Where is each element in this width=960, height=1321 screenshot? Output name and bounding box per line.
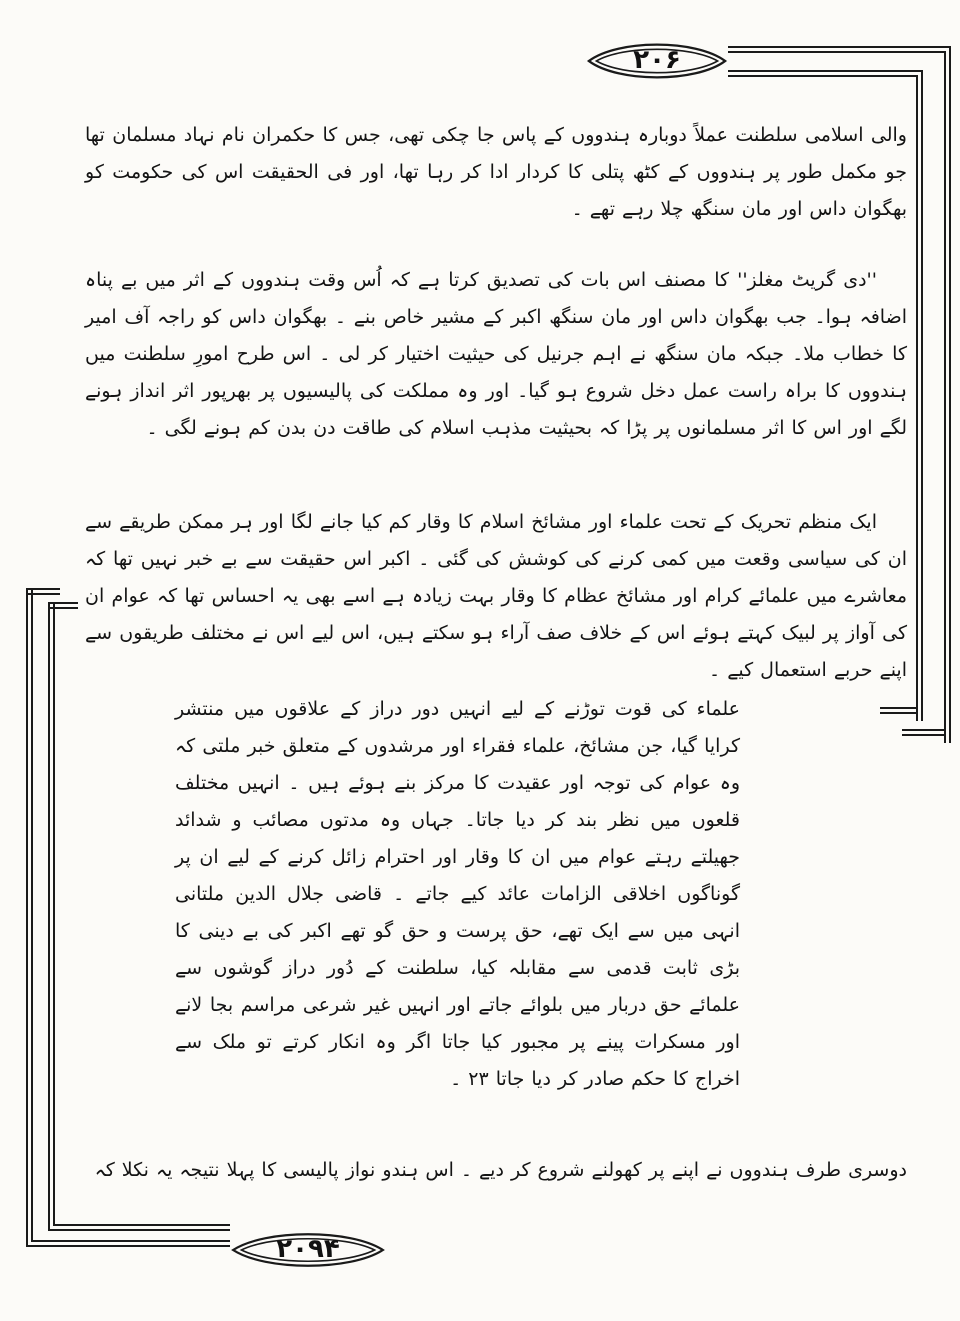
border-tick-right-inner <box>880 707 916 714</box>
body-paragraph-2: ''دی گریٹ مغلز'' کا مصنف اس بات کی تصدیق کرتا ہے کہ اُس وقت ہندووں کے اثر میں بے پناہ اضافہ ہوا۔ جب بھگوان داس اور مان سنگھ اکبر کے مشیر خاص بنے ۔ بھگوان داس کو راجہ آف امیر کا خطاب ملا۔ جبکہ مان سنگھ نے اہم جرنیل کی حیثیت اختیار کر لی ۔ اس طرح امورِ سلطنت میں ہندووں کا براہ راست عمل دخل شروع ہو گیا۔ اور وہ مملکت کی پالیسیوں پر بھرپور اثر انداز ہونے لگے اور اس کا اثر مسلمانوں پر پڑا کہ بحیثیت مذہب اسلام کی طاقت دن بدن کم ہونے لگی ۔ <box>85 269 907 439</box>
page-number-bottom: ۲۰۹۴ <box>276 1234 340 1264</box>
border-tick-left-inner <box>48 602 78 609</box>
border-tick-right-outer <box>902 729 944 736</box>
body-paragraph-5: دوسری طرف ہندووں نے اپنے پر کھولنے شروع کر دیے ۔ اس ہندو نواز پالیسی کا پہلا نتیجہ یہ نکلا کہ <box>94 1159 907 1181</box>
body-paragraph-1: والی اسلامی سلطنت عملاً دوبارہ ہندووں کے پاس جا چکی تھی، جس کا حکمران نام نہاد مسلمان تھا جو مکمل طور پر ہندووں کے کٹھ پتلی کا کردار ادا کر رہا تھا، اور فی الحقیقت اس کی حکومت کو بھگوان داس اور مان سنگھ چلا رہے تھے ۔ <box>85 124 907 220</box>
border-tick-left-outer <box>26 588 60 595</box>
body-paragraph-3: ایک منظم تحریک کے تحت علماء اور مشائخ اسلام کا وقار کم کیا جانے لگا اور ہر ممکن طریقے سے ان کی سیاسی وقعت میں کمی کرنے کی کوشش کی گئی ۔ اکبر اس حقیقت سے بے خبر نہیں تھا کہ معاشرے میں علمائے کرام اور مشائخ عظام کا وقار بہت زیادہ ہے اسے بھی یہ احساس تھا کہ عوام ان کی آواز پر لبیک کہتے ہوئے اس کے خلاف صف آراء ہو سکتے ہیں، اس لیے اس نے مختلف طریقوں سے اپنے حربے استعمال کیے ۔ <box>85 511 907 681</box>
blockquote-paragraph: علماء کی قوت توڑنے کے لیے انہیں دور دراز کے علاقوں میں منتشر کرایا گیا، جن مشائخ، علماء فقراء اور مرشدوں کے متعلق خبر ملتی کہ وہ عوام کی توجہ اور عقیدت کا مرکز بنے ہوئے ہیں ۔ انہیں مختلف قلعوں میں نظر بند کر دیا جاتا۔ جہاں وہ مدتوں مصائب و شدائد جھیلتے رہتے عوام میں ان کا وقار اور احترام زائل کرنے کے لیے ان پر گوناگوں اخلاقی الزامات عائد کیے جاتے ۔ قاضی جلال الدین ملتانی انہی میں سے ایک تھے، حق پرست و حق گو تھے اکبر کی بے دینی کا بڑی ثابت قدمی سے مقابلہ کیا، سلطنت کے دُور دراز گوشوں سے علمائے حق دربار میں بلوائے جاتے اور انہیں غیر شرعی مراسم بجا لانے اور مسکرات پینے پر مجبور کیا جاتا اگر وہ انکار کرتے تو ملک سے اخراج کا حکم صادر کر دیا جاتا ۲۳ ۔ <box>175 698 740 1090</box>
page-number-cartouche-bottom <box>230 1224 386 1276</box>
page-number-top: ۲۰۶ <box>633 45 681 75</box>
page-number-cartouche-top <box>586 34 728 88</box>
